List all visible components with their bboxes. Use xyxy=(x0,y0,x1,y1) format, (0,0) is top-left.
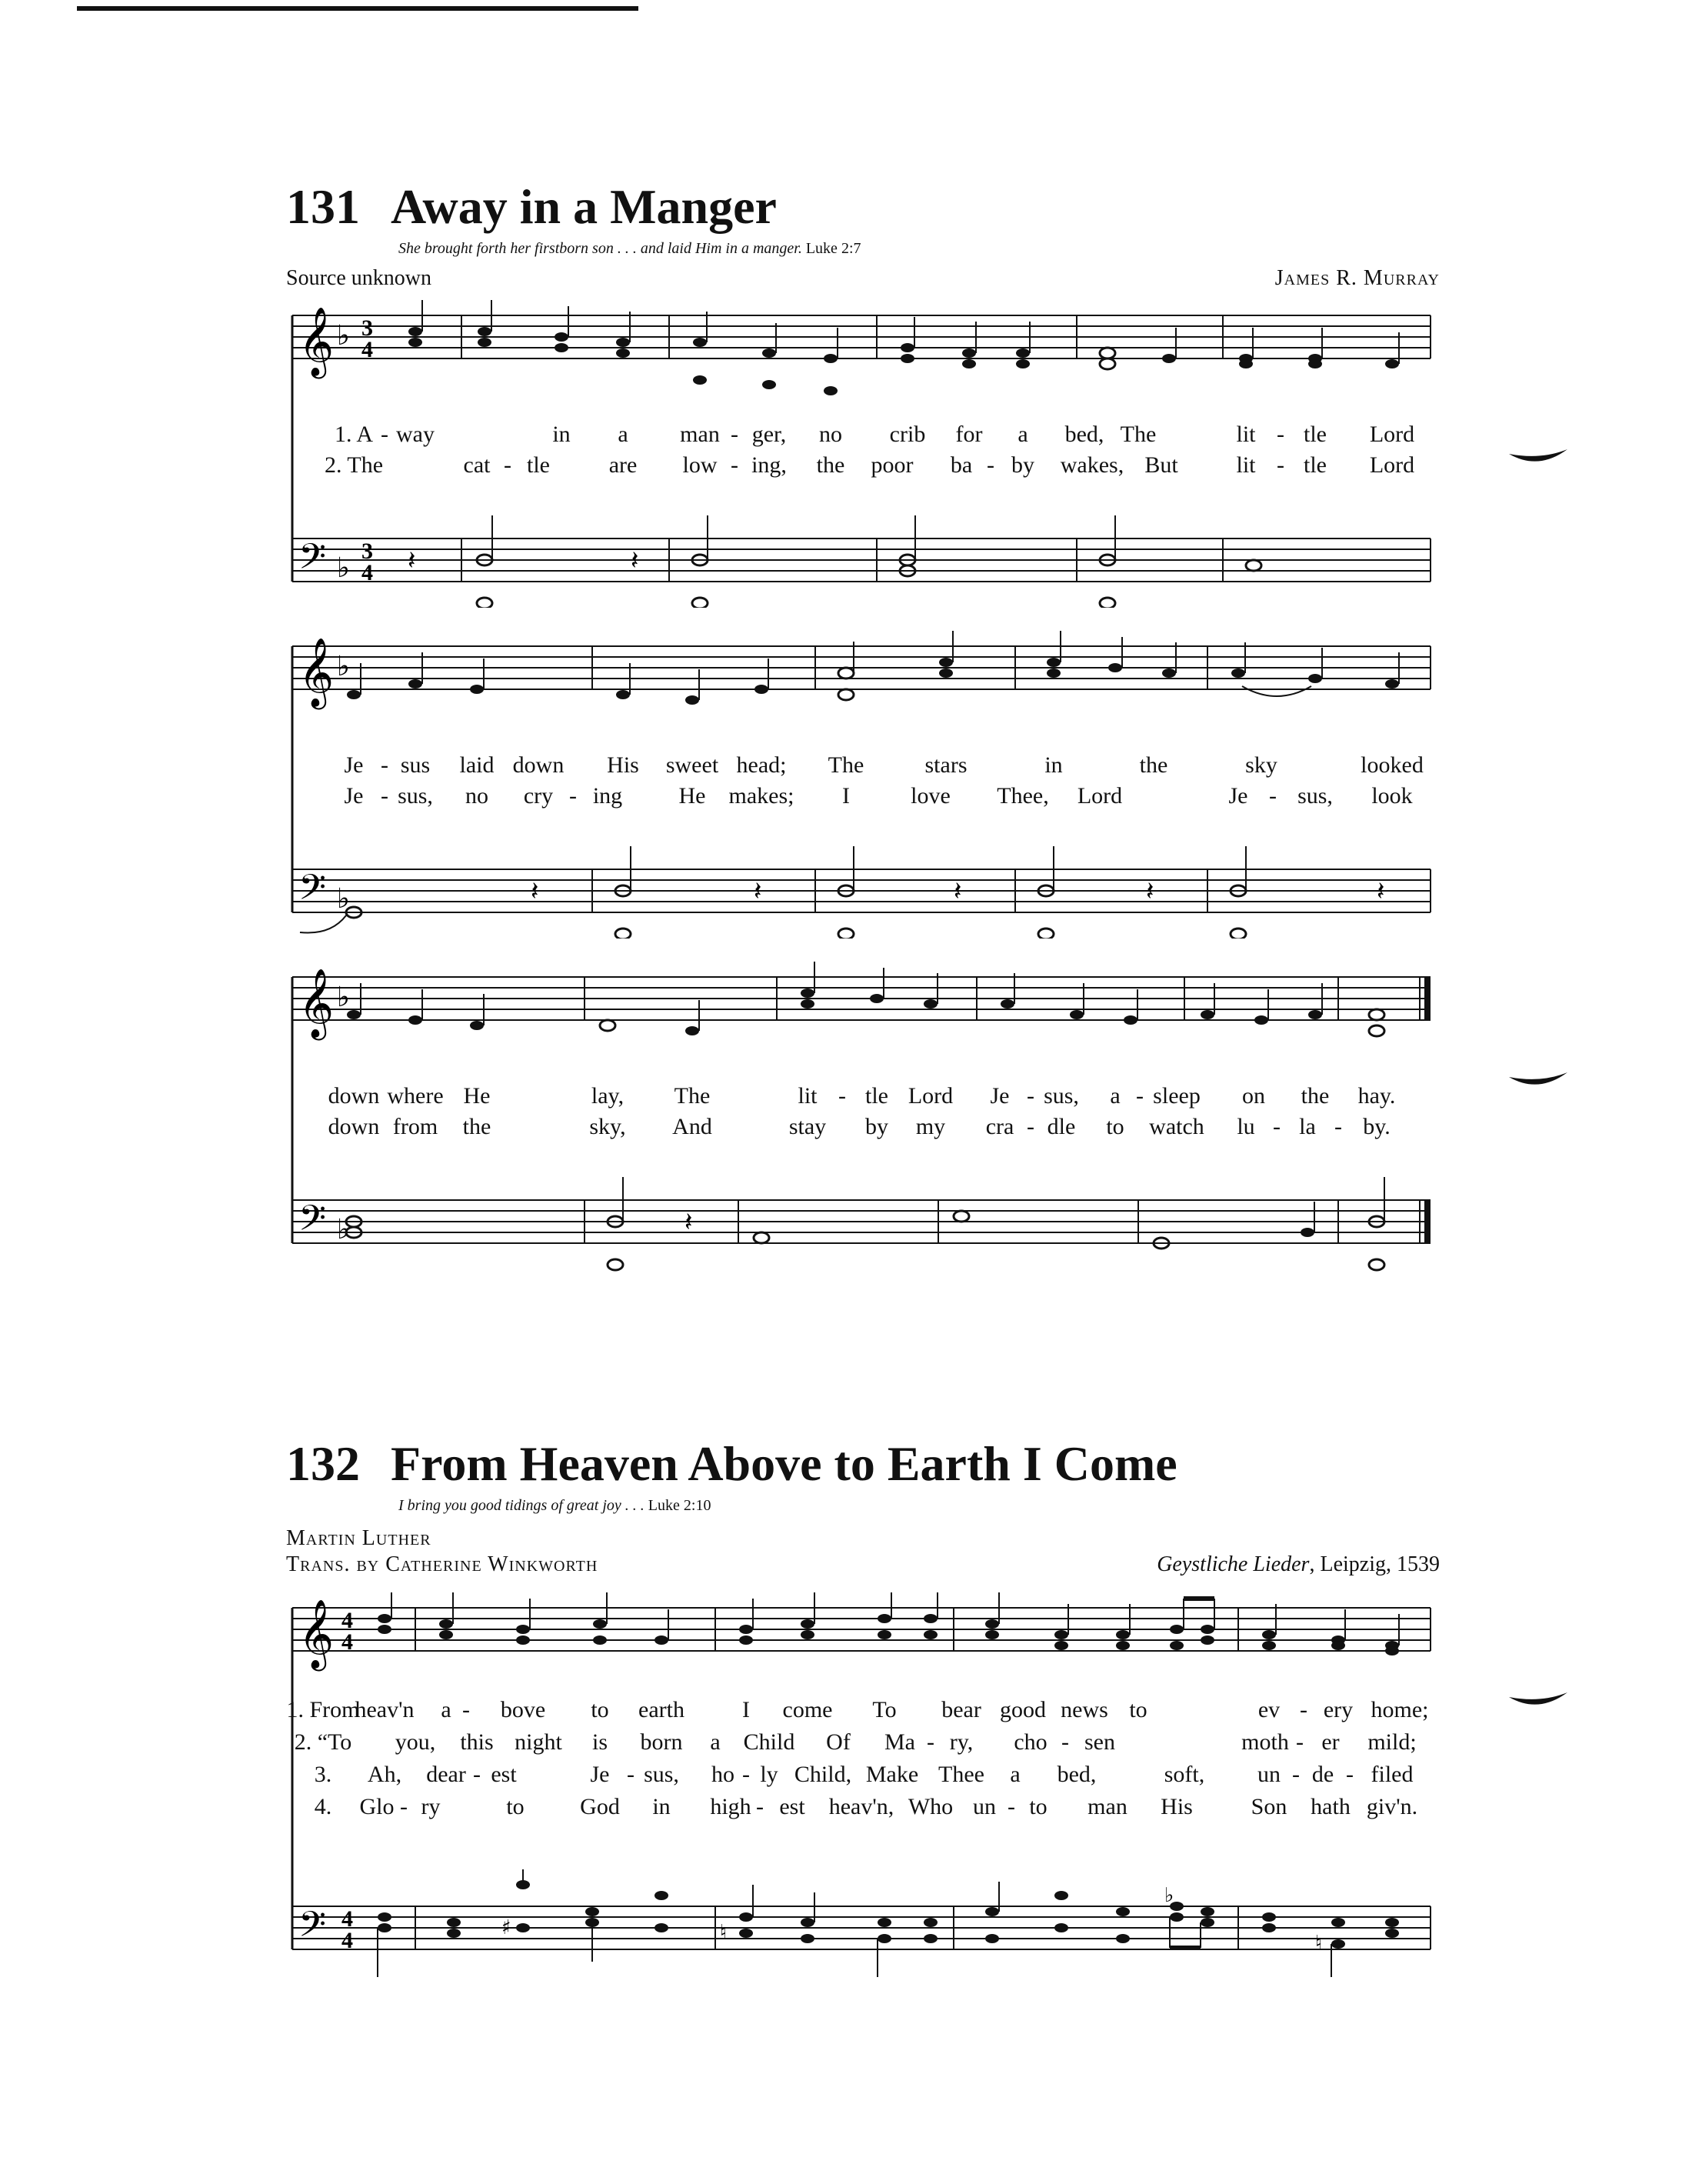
lyric-syllable: Thee, xyxy=(997,783,1049,809)
lyric-syllable: - xyxy=(381,783,388,809)
lyric-syllable: sweet xyxy=(665,752,719,778)
hymn-number: 131 xyxy=(286,179,360,234)
lyric-syllable: - xyxy=(1346,1762,1354,1787)
lyric-syllable: His xyxy=(1161,1794,1193,1819)
lyric-syllable: Thee xyxy=(938,1762,984,1787)
lyric-syllable: - xyxy=(1334,1114,1342,1139)
lyric-syllable: Of xyxy=(826,1729,851,1755)
lyric-syllable: watch xyxy=(1149,1114,1204,1139)
lyric-syllable: the xyxy=(1301,1083,1330,1109)
lyric-syllable: man xyxy=(1087,1794,1127,1819)
svg-text:♮: ♮ xyxy=(1315,1932,1323,1955)
music-system-4 xyxy=(285,1592,1454,2069)
lyric-syllable: my xyxy=(915,1114,946,1139)
lyric-syllable: looked xyxy=(1361,752,1424,778)
lyric-syllable: Child xyxy=(743,1729,795,1755)
lyric-syllable: ry, xyxy=(949,1729,974,1755)
lyric-syllable: by xyxy=(865,1114,888,1139)
lyric-syllable: - xyxy=(756,1794,764,1819)
svg-text:𝄞: 𝄞 xyxy=(298,1599,335,1669)
page-tab-mark-icon xyxy=(1507,448,1569,463)
svg-text:3: 3 xyxy=(361,538,373,564)
lyric-syllable: - xyxy=(927,1729,934,1755)
lyric-syllable: bove xyxy=(500,1697,546,1722)
page-tab-mark-icon xyxy=(1507,1691,1569,1706)
lyric-syllable: the xyxy=(462,1114,491,1139)
lyric-syllable: hay. xyxy=(1357,1083,1396,1109)
svg-text:𝄽: 𝄽 xyxy=(1377,876,1385,907)
lyric-syllable: cry xyxy=(523,783,554,809)
svg-text:𝄢: 𝄢 xyxy=(298,536,327,586)
lyric-syllable: sky, xyxy=(589,1114,626,1139)
lyric-syllable: I xyxy=(742,1697,750,1722)
lyric-syllable: 1. From xyxy=(286,1697,360,1722)
lyric-syllable: wakes, xyxy=(1060,452,1124,478)
lyric-syllable: - xyxy=(987,452,994,478)
lyric-syllable: for xyxy=(955,422,983,447)
lyric-syllable: ba xyxy=(950,452,973,478)
svg-text:𝄞: 𝄞 xyxy=(298,307,335,376)
lyric-syllable: by xyxy=(1011,452,1034,478)
verse-1-line xyxy=(285,422,1438,452)
lyric-syllable: are xyxy=(608,452,638,478)
lyric-syllable: tle xyxy=(1304,422,1327,447)
svg-text:♭: ♭ xyxy=(337,651,350,682)
lyric-syllable: hath xyxy=(1311,1794,1351,1819)
lyric-syllable: laid xyxy=(459,752,495,778)
svg-text:4: 4 xyxy=(361,337,373,362)
lyric-syllable: lit xyxy=(1236,452,1256,478)
svg-text:𝄽: 𝄽 xyxy=(684,1207,693,1238)
lyric-syllable: bear xyxy=(941,1697,981,1722)
lyric-syllable: ger, xyxy=(751,422,787,447)
lyric-syllable: Je xyxy=(990,1083,1010,1109)
verse-4-line xyxy=(285,1794,1438,1825)
lyric-syllable: - xyxy=(462,1697,470,1722)
svg-text:𝄽: 𝄽 xyxy=(1146,876,1154,907)
lyric-syllable: un xyxy=(973,1794,996,1819)
lyric-syllable: a xyxy=(618,422,628,447)
verse-2-line xyxy=(285,452,1438,483)
svg-text:4: 4 xyxy=(341,1629,353,1655)
lyric-syllable: - xyxy=(742,1762,750,1787)
svg-text:♭: ♭ xyxy=(337,552,350,584)
lyric-syllable: - xyxy=(1008,1794,1015,1819)
lyric-syllable: lay, xyxy=(591,1083,625,1109)
verse-1-line xyxy=(285,1697,1438,1728)
lyric-syllable: bed, xyxy=(1064,422,1104,447)
lyric-syllable: no xyxy=(465,783,488,809)
lyric-syllable: Je xyxy=(590,1762,610,1787)
lyric-syllable: ing xyxy=(592,783,623,809)
lyric-syllable: His xyxy=(607,752,639,778)
lyric-syllable: love xyxy=(911,783,951,809)
lyric-syllable: a xyxy=(1018,422,1028,447)
lyric-syllable: But xyxy=(1144,452,1178,478)
lyric-syllable: giv'n. xyxy=(1366,1794,1418,1819)
lyric-syllable: to xyxy=(591,1697,609,1722)
svg-text:3: 3 xyxy=(361,315,373,341)
lyric-syllable: by. xyxy=(1363,1114,1391,1139)
verse-2-line xyxy=(285,783,1438,814)
lyric-syllable: home; xyxy=(1371,1697,1429,1722)
lyric-syllable: - xyxy=(1300,1697,1307,1722)
svg-text:♮: ♮ xyxy=(720,1921,728,1944)
lyric-syllable: Lord xyxy=(1077,783,1123,809)
lyric-syllable: sen xyxy=(1084,1729,1115,1755)
lyric-syllable: high xyxy=(710,1794,751,1819)
lyric-syllable: ev xyxy=(1257,1697,1281,1722)
lyric-syllable: to xyxy=(1106,1114,1124,1139)
verse-2-line xyxy=(285,1114,1438,1145)
svg-text:𝄞: 𝄞 xyxy=(298,969,335,1038)
lyric-syllable: on xyxy=(1242,1083,1265,1109)
lyric-syllable: - xyxy=(1273,1114,1281,1139)
lyric-syllable: est xyxy=(491,1762,517,1787)
lyric-syllable: down xyxy=(328,1114,380,1139)
lyric-syllable: ery xyxy=(1323,1697,1354,1722)
lyric-syllable: moth xyxy=(1241,1729,1289,1755)
lyric-syllable: low xyxy=(682,452,718,478)
lyric-syllable: in xyxy=(1044,752,1063,778)
lyric-syllable: He xyxy=(678,783,706,809)
lyric-syllable: God xyxy=(580,1794,620,1819)
lyric-syllable: bed, xyxy=(1057,1762,1097,1787)
verse-1-line xyxy=(285,752,1438,783)
music-system-3 xyxy=(285,962,1454,1362)
lyric-syllable: 2. The xyxy=(324,452,384,478)
lyric-syllable: sus, xyxy=(644,1762,679,1787)
lyric-syllable: sus xyxy=(400,752,431,778)
verse-1-line xyxy=(285,1083,1438,1114)
lyric-syllable: to xyxy=(506,1794,525,1819)
lyric-syllable: in xyxy=(552,422,571,447)
lyric-syllable: sleep xyxy=(1153,1083,1201,1109)
svg-text:4: 4 xyxy=(341,1608,353,1633)
lyric-syllable: - xyxy=(504,452,511,478)
lyric-syllable: 1. A xyxy=(334,422,374,447)
lyric-syllable: tle xyxy=(1304,452,1327,478)
lyric-syllable: no xyxy=(819,422,842,447)
lyric-syllable: - xyxy=(731,422,738,447)
lyric-syllable: heav'n xyxy=(355,1697,415,1722)
lyric-syllable: The xyxy=(1120,422,1157,447)
lyric-syllable: born xyxy=(640,1729,683,1755)
svg-text:𝄽: 𝄽 xyxy=(631,545,639,576)
lyric-syllable: He xyxy=(463,1083,491,1109)
lyric-syllable: stay xyxy=(788,1114,827,1139)
lyric-syllable: lu xyxy=(1237,1114,1255,1139)
lyric-syllable: down xyxy=(512,752,565,778)
lyric-syllable: The xyxy=(674,1083,711,1109)
lyric-syllable: Child, xyxy=(794,1762,852,1787)
lyric-syllable: I xyxy=(842,783,850,809)
lyric-syllable: earth xyxy=(638,1697,684,1722)
svg-text:♭: ♭ xyxy=(337,320,350,352)
lyric-syllable: lit xyxy=(798,1083,818,1109)
lyric-syllable: - xyxy=(473,1762,481,1787)
lyric-syllable: - xyxy=(1292,1762,1300,1787)
lyric-syllable: dear xyxy=(426,1762,466,1787)
lyric-syllable: - xyxy=(627,1762,634,1787)
svg-text:♭: ♭ xyxy=(337,1214,350,1245)
lyric-syllable: - xyxy=(1277,452,1284,478)
lyric-syllable: cat xyxy=(463,452,491,478)
lyric-syllable: tle xyxy=(527,452,550,478)
lyric-syllable: sus, xyxy=(1297,783,1333,809)
lyric-syllable: - xyxy=(569,783,577,809)
lyric-syllable: a xyxy=(441,1697,451,1722)
lyric-syllable: way xyxy=(396,422,435,447)
lyric-syllable: - xyxy=(838,1083,846,1109)
lyric-syllable: head; xyxy=(736,752,787,778)
hymn-title: Away in a Manger xyxy=(391,179,777,234)
lyric-syllable: er xyxy=(1321,1729,1340,1755)
hymn-number: 132 xyxy=(286,1436,360,1491)
lyric-syllable: ing, xyxy=(751,452,787,478)
svg-text:𝄽: 𝄽 xyxy=(954,876,962,907)
lyric-syllable: sus, xyxy=(1044,1083,1079,1109)
hymn-title: From Heaven Above to Earth I Come xyxy=(391,1436,1177,1491)
lyric-syllable: Lord xyxy=(908,1083,954,1109)
lyric-syllable: sus, xyxy=(398,783,433,809)
lyric-syllable: from xyxy=(392,1114,438,1139)
lyric-syllable: stars xyxy=(924,752,968,778)
lyric-syllable: good xyxy=(1000,1697,1046,1722)
lyric-syllable: The xyxy=(828,752,864,778)
lyric-syllable: to xyxy=(1129,1697,1147,1722)
lyric-syllable: ho xyxy=(711,1762,734,1787)
lyric-syllable: a xyxy=(710,1729,721,1755)
scripture-verse: I bring you good tidings of great joy . . . Luke 2:10 xyxy=(398,1497,711,1514)
lyric-syllable: - xyxy=(381,752,388,778)
svg-text:𝄢: 𝄢 xyxy=(298,1198,327,1248)
music-credit: Geystliche Lieder, Leipzig, 1539 xyxy=(1157,1552,1440,1576)
staff-notation xyxy=(285,1592,1454,1992)
svg-text:♭: ♭ xyxy=(337,982,350,1013)
svg-text:4: 4 xyxy=(341,1928,353,1953)
lyric-syllable: where xyxy=(387,1083,444,1109)
svg-text:𝄢: 𝄢 xyxy=(298,1904,327,1954)
lyric-syllable: cho xyxy=(1014,1729,1048,1755)
lyric-syllable: un xyxy=(1257,1762,1281,1787)
lyric-syllable: And xyxy=(672,1114,712,1139)
lyric-syllable: Who xyxy=(908,1794,954,1819)
lyric-syllable: look xyxy=(1371,783,1413,809)
lyric-syllable: you, xyxy=(395,1729,436,1755)
svg-text:𝄽: 𝄽 xyxy=(531,876,539,907)
lyric-syllable: Son xyxy=(1251,1794,1287,1819)
lyric-syllable: la xyxy=(1299,1114,1316,1139)
lyric-syllable: in xyxy=(652,1794,671,1819)
lyric-syllable: - xyxy=(1277,422,1284,447)
lyric-syllable: dle xyxy=(1047,1114,1076,1139)
lyric-syllable: - xyxy=(1296,1729,1304,1755)
svg-text:𝄞: 𝄞 xyxy=(298,638,335,707)
lyric-syllable: heav'n, xyxy=(828,1794,894,1819)
svg-text:♯: ♯ xyxy=(501,1916,511,1939)
lyric-syllable: a xyxy=(1110,1083,1121,1109)
lyric-syllable: news xyxy=(1061,1697,1108,1722)
lyric-syllable: poor xyxy=(871,452,914,478)
lyric-syllable: ry xyxy=(421,1794,441,1819)
lyric-syllable: To xyxy=(872,1697,897,1722)
lyric-syllable: - xyxy=(731,452,738,478)
svg-text:♭: ♭ xyxy=(337,883,350,915)
lyric-syllable: mild; xyxy=(1367,1729,1417,1755)
lyric-syllable: come xyxy=(782,1697,833,1722)
lyric-syllable: 2. “To xyxy=(294,1729,352,1755)
words-credit: Martin Luther xyxy=(286,1526,431,1550)
lyric-syllable: sky xyxy=(1245,752,1277,778)
lyric-syllable: de xyxy=(1311,1762,1334,1787)
words-credit: Source unknown xyxy=(286,266,431,290)
lyric-syllable: lit xyxy=(1236,422,1256,447)
lyric-syllable: down xyxy=(328,1083,380,1109)
lyric-syllable: Ah, xyxy=(367,1762,402,1787)
lyric-syllable: - xyxy=(400,1794,408,1819)
lyric-syllable: to xyxy=(1029,1794,1048,1819)
lyric-syllable: Lord xyxy=(1369,452,1415,478)
lyric-syllable: - xyxy=(1061,1729,1069,1755)
lyric-syllable: night xyxy=(515,1729,562,1755)
lyric-syllable: Je xyxy=(344,752,364,778)
lyric-syllable: ly xyxy=(760,1762,778,1787)
lyric-syllable: soft, xyxy=(1164,1762,1205,1787)
lyric-syllable: a xyxy=(1010,1762,1021,1787)
page-top-rule xyxy=(77,6,638,11)
lyric-syllable: this xyxy=(460,1729,494,1755)
translator-credit: Trans. by Catherine Winkworth xyxy=(286,1552,598,1576)
hymn-131-heading xyxy=(286,178,777,235)
svg-text:𝄽: 𝄽 xyxy=(754,876,762,907)
svg-text:♭: ♭ xyxy=(1164,1884,1174,1907)
verse-2-line xyxy=(285,1729,1438,1760)
lyric-syllable: est xyxy=(779,1794,805,1819)
music-credit: James R. Murray xyxy=(1274,266,1440,290)
lyric-syllable: 3. xyxy=(314,1762,332,1787)
lyric-syllable: crib xyxy=(889,422,926,447)
lyric-syllable: is xyxy=(591,1729,608,1755)
svg-text:4: 4 xyxy=(341,1906,353,1932)
lyric-syllable: filed xyxy=(1371,1762,1414,1787)
lyric-syllable: cra xyxy=(985,1114,1014,1139)
lyric-syllable: Lord xyxy=(1369,422,1415,447)
lyric-syllable: Je xyxy=(344,783,364,809)
lyric-syllable: tle xyxy=(865,1083,888,1109)
lyric-syllable: - xyxy=(1027,1083,1034,1109)
svg-text:4: 4 xyxy=(361,560,373,585)
lyric-syllable: 4. xyxy=(314,1794,332,1819)
lyric-syllable: Je xyxy=(1228,783,1248,809)
hymn-132-heading xyxy=(286,1435,1177,1492)
lyric-syllable: Make xyxy=(865,1762,919,1787)
svg-text:𝄽: 𝄽 xyxy=(408,545,416,576)
verse-3-line xyxy=(285,1762,1438,1792)
svg-text:𝄢: 𝄢 xyxy=(298,867,327,917)
lyric-syllable: - xyxy=(1027,1114,1034,1139)
lyric-syllable: - xyxy=(1269,783,1277,809)
lyric-syllable: man xyxy=(680,422,720,447)
lyric-syllable: makes; xyxy=(728,783,794,809)
scripture-verse: She brought forth her firstborn son . . . and laid Him in a manger. Luke 2:7 xyxy=(398,240,861,257)
lyric-syllable: Glo xyxy=(359,1794,395,1819)
lyric-syllable: the xyxy=(816,452,845,478)
lyric-syllable: - xyxy=(381,422,388,447)
lyric-syllable: - xyxy=(1136,1083,1144,1109)
lyric-syllable: Ma xyxy=(884,1729,915,1755)
lyric-syllable: the xyxy=(1139,752,1168,778)
page-tab-mark-icon xyxy=(1507,1071,1569,1086)
